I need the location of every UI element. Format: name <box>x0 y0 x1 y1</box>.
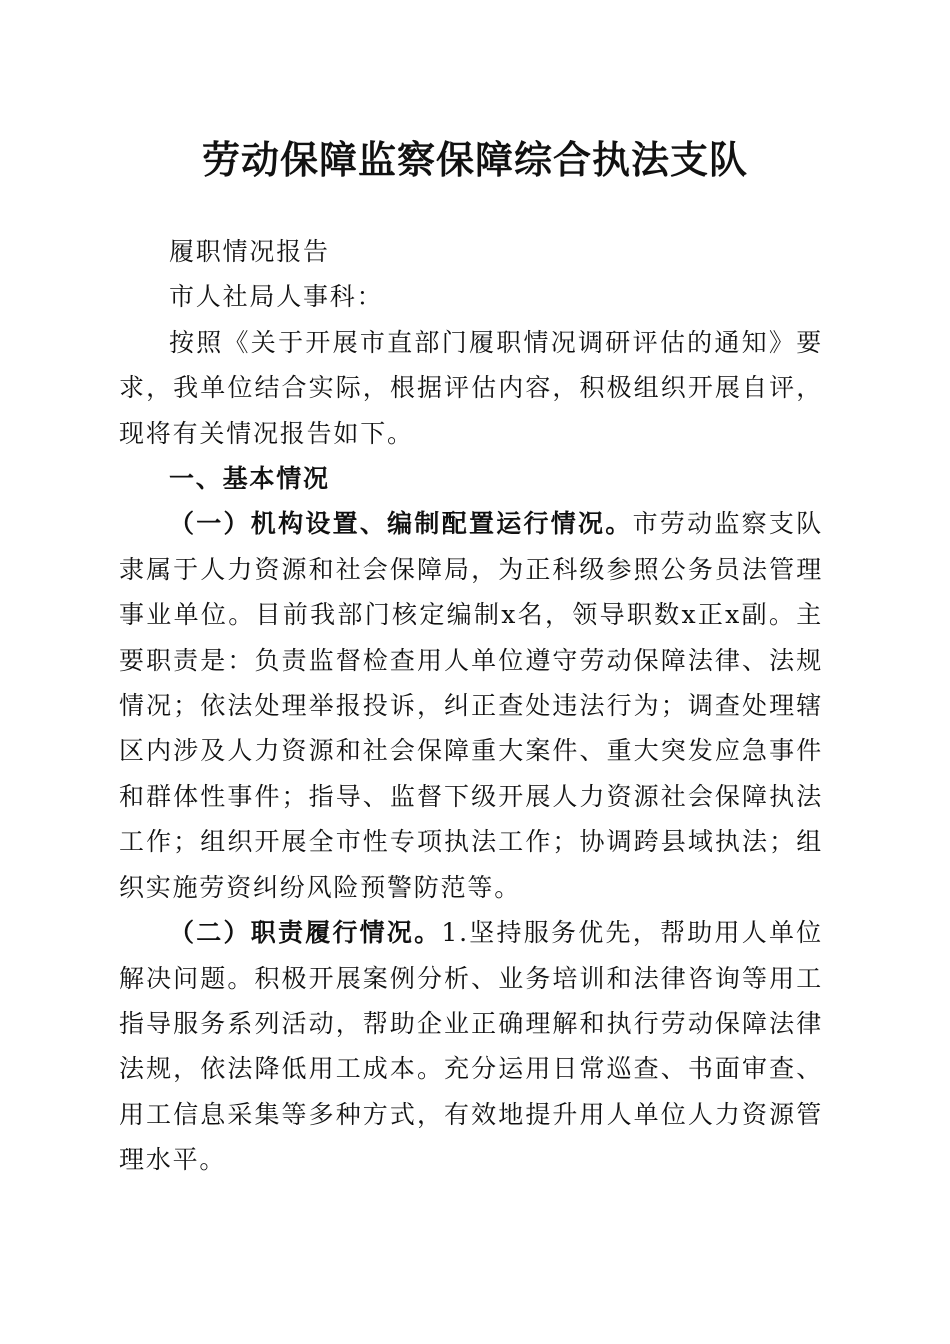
paragraph-org-setup-lead: （一）机构设置、编制配置运行情况。 <box>169 509 633 539</box>
paragraph-duty-performance <box>119 910 823 1182</box>
paragraph-duty-performance-lead: （二）职责履行情况。 <box>169 918 442 948</box>
section-heading-basic: 一、基本情况 <box>169 464 330 494</box>
document-title: 劳动保障监察保障综合执法支队 <box>201 137 748 182</box>
paragraph-org-setup <box>119 501 823 910</box>
paragraph-org-setup-text: 市劳动监察支队隶属于人力资源和社会保障局，为正科级参照公务员法管理事业单位。目前我部门核定编制x名，领导职数x正x副。主要职责是：负责监督检查用人单位遵守劳动保障法律、法规情况；依法处理举报投诉，纠正查处违法行为；调查处理辖区内涉及人力资源和社会保障重大案件、重大突发应急事件和群体性事件；指导、监督下级开展人力资源社会保障执法工作；组织开展全市性专项执法工作；协调跨县域执法；组织实施劳资纠纷风险预警防范等。 <box>119 509 823 902</box>
paragraph-duty-performance-text: 1.坚持服务优先，帮助用人单位解决问题。积极开展案例分析、业务培训和法律咨询等用工指导服务系列活动，帮助企业正确理解和执行劳动保障法律法规，依法降低用工成本。充分运用日常巡查、书面审查、用工信息采集等多种方式，有效地提升用人单位人力资源管理水平。 <box>119 918 823 1175</box>
addressee: 市人社局人事科： <box>169 282 384 312</box>
intro-paragraph: 按照《关于开展市直部门履职情况调研评估的通知》要求，我单位结合实际，根据评估内容，积极组织开展自评，现将有关情况报告如下。 <box>119 327 823 448</box>
report-subtitle: 履职情况报告 <box>169 237 330 266</box>
document-body <box>119 229 823 1183</box>
